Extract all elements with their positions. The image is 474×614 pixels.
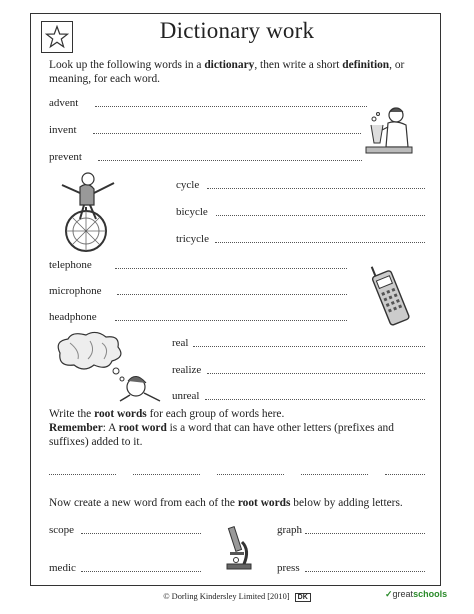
word-label: headphone — [49, 311, 97, 323]
word-label: prevent — [49, 151, 82, 163]
root-word-line[interactable] — [301, 474, 368, 475]
root-label: graph — [277, 524, 303, 536]
word-label: unreal — [172, 390, 200, 402]
root-words-instructions: Write the root words for each group of words here. Remember: A root word is a word that can have other letters (prefixes and suffixes) added to it. — [49, 408, 394, 448]
answer-line[interactable] — [216, 215, 425, 216]
root-label: medic — [49, 562, 76, 574]
word-label: real — [172, 337, 189, 349]
root-word-line[interactable] — [133, 474, 200, 475]
root-word-line[interactable] — [217, 474, 284, 475]
answer-line[interactable] — [115, 320, 347, 321]
instructions: Look up the following words in a dictionary, then write a short definition, or meaning, for each word. — [49, 59, 405, 85]
answer-line[interactable] — [193, 346, 425, 347]
root-word-line[interactable] — [49, 474, 116, 475]
root-label: press — [277, 562, 300, 574]
word-label: cycle — [176, 179, 200, 191]
new-word-line[interactable] — [305, 571, 425, 572]
word-label: microphone — [49, 285, 102, 297]
answer-line[interactable] — [207, 188, 425, 189]
word-label: realize — [172, 364, 202, 376]
answer-line[interactable] — [93, 133, 361, 134]
answer-line[interactable] — [117, 294, 347, 295]
dk-logo: DK — [295, 593, 311, 602]
dreamer-picture — [50, 331, 168, 403]
greatschools-icon: ✓ — [385, 589, 393, 599]
answer-line[interactable] — [95, 106, 367, 107]
answer-line[interactable] — [207, 373, 425, 374]
answer-line[interactable] — [98, 160, 362, 161]
word-label: tricycle — [176, 233, 209, 245]
create-words-instructions: Now create a new word from each of the root words below by adding letters. — [49, 497, 403, 509]
root-label: scope — [49, 524, 75, 536]
unicyclist-picture — [50, 167, 125, 257]
microscope-picture — [224, 524, 254, 570]
page-title: Dictionary work — [159, 18, 315, 43]
cellphone-picture — [366, 262, 414, 330]
copyright-footer: © Dorling Kindersley Limited [2010] DK — [0, 592, 474, 602]
word-label: advent — [49, 97, 79, 109]
word-label: bicycle — [176, 206, 208, 218]
root-word-line[interactable] — [385, 474, 425, 475]
answer-line[interactable] — [215, 242, 425, 243]
new-word-line[interactable] — [81, 533, 201, 534]
word-label: telephone — [49, 259, 92, 271]
answer-line[interactable] — [205, 399, 425, 400]
new-word-line[interactable] — [305, 533, 425, 534]
new-word-line[interactable] — [81, 571, 201, 572]
answer-line[interactable] — [115, 268, 347, 269]
scientist-picture — [364, 103, 414, 158]
word-label: invent — [49, 124, 77, 136]
greatschools-logo: ✓greatschools — [385, 589, 448, 599]
